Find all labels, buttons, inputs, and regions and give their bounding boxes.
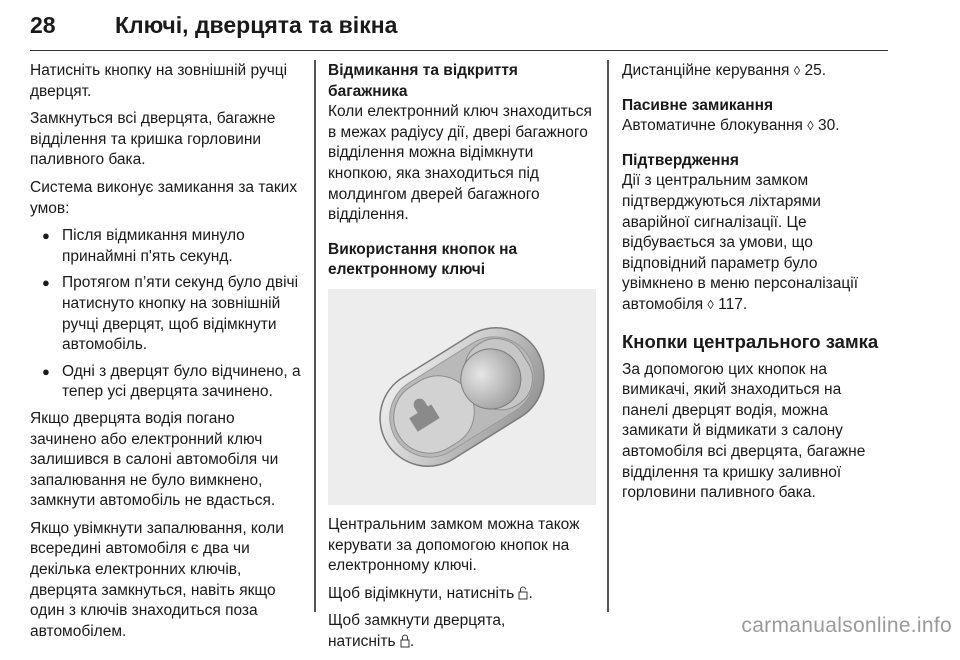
reference-arrow-icon: ◊ bbox=[793, 63, 801, 78]
column-divider-2 bbox=[607, 60, 609, 612]
reference-arrow-icon: ◊ bbox=[807, 118, 814, 134]
column-divider-1 bbox=[314, 60, 316, 612]
paragraph: Якщо увімкнути запалювання, коли всередині автомобіля є два чи декілька електронних ключів, дверцята замкнуться, навіть якщо один з ключів знаходиться поза автомобілем. bbox=[30, 519, 284, 640]
key-fob-icon bbox=[328, 289, 596, 505]
key-fob-figure bbox=[328, 289, 596, 505]
lock-icon bbox=[400, 634, 410, 648]
reference-arrow-icon: ◊ bbox=[707, 296, 714, 312]
bullet-icon: ● bbox=[42, 275, 50, 291]
paragraph: Система виконує замикання за таких умов: bbox=[30, 178, 298, 217]
bullet-icon: ● bbox=[42, 228, 50, 244]
section-heading-large: Кнопки центрального замка bbox=[622, 330, 879, 352]
watermark: carmanualsonline.info bbox=[741, 614, 952, 637]
section-heading: Використання кнопок на електронному ключі bbox=[328, 240, 518, 279]
bullet-list bbox=[30, 226, 302, 403]
column-3 bbox=[622, 61, 888, 511]
bullet-icon: ● bbox=[42, 363, 50, 379]
paragraph: Щоб відімкнути, натисніть . bbox=[328, 584, 533, 602]
column-2 bbox=[328, 61, 596, 660]
section-confirmation bbox=[622, 151, 888, 316]
paragraph: Дії з центральним замком підтверджуються ліхтарями аварійної сигналізації. Це відбувається за умови, що відповідний параметр було увімкнено в меню персоналізації автомобіля ◊ 117. bbox=[622, 172, 859, 313]
list-item: ● Протягом п’яти секунд було двічі натиснуто кнопку на зовнішній ручці дверцят, щоб відімкнути автомобіль. bbox=[42, 274, 299, 354]
section-unlock-trunk bbox=[328, 61, 596, 226]
paragraph: Дистанційне керування ◊ 25. bbox=[622, 62, 827, 79]
section-heading: Підтвердження bbox=[622, 151, 739, 169]
section-heading: Відмикання та відкриття багажника bbox=[328, 62, 518, 100]
paragraph: Замкнуться всі дверцята, багажне відділення та кришка горловини паливного бака. bbox=[30, 110, 276, 169]
section-heading: Пасивне замикання bbox=[622, 96, 773, 114]
paragraph: Щоб замкнути дверцята, натисніть . bbox=[328, 612, 506, 650]
list-item: ● Одні з дверцят було відчинено, а тепер усі дверцята зачинено. bbox=[42, 362, 301, 401]
paragraph: За допомогою цих кнопок на вимикачі, який знаходиться на панелі дверцят водія, можна замикати й відмикати з салону автомобіля всі дверцята, багажне відділення та кришку заливної горловини паливного бака. bbox=[622, 360, 866, 502]
paragraph: Якщо дверцята водія погано зачинено або електронний ключ залишився в салоні автомобіля чи запалювання не було вимкнено, замкнути автомобіль не вдасться. bbox=[30, 409, 279, 510]
paragraph: Коли електронний ключ знаходиться в межах радіусу дії, двері багажного відділення можна відімкнути кнопкою, яка знаходиться під молдингом дверей багажного відділення. bbox=[328, 103, 592, 224]
section-remote bbox=[622, 61, 888, 82]
section-passive-locking bbox=[622, 96, 888, 137]
unlock-icon bbox=[518, 586, 528, 600]
page-number: 28 bbox=[30, 12, 56, 38]
paragraph: Центральним замком можна також керувати за допомогою кнопок на електронному ключі. bbox=[328, 515, 580, 575]
paragraph: Натисніть кнопку на зовнішній ручці дверцят. bbox=[30, 62, 288, 100]
page-title: Ключі, дверцята та вікна bbox=[115, 12, 398, 38]
column-1 bbox=[30, 61, 302, 649]
paragraph: Автоматичне блокування ◊ 30. bbox=[622, 117, 840, 135]
list-item: ● Після відмикання минуло принаймні п'ять секунд. bbox=[42, 227, 245, 265]
page-header bbox=[30, 6, 888, 51]
